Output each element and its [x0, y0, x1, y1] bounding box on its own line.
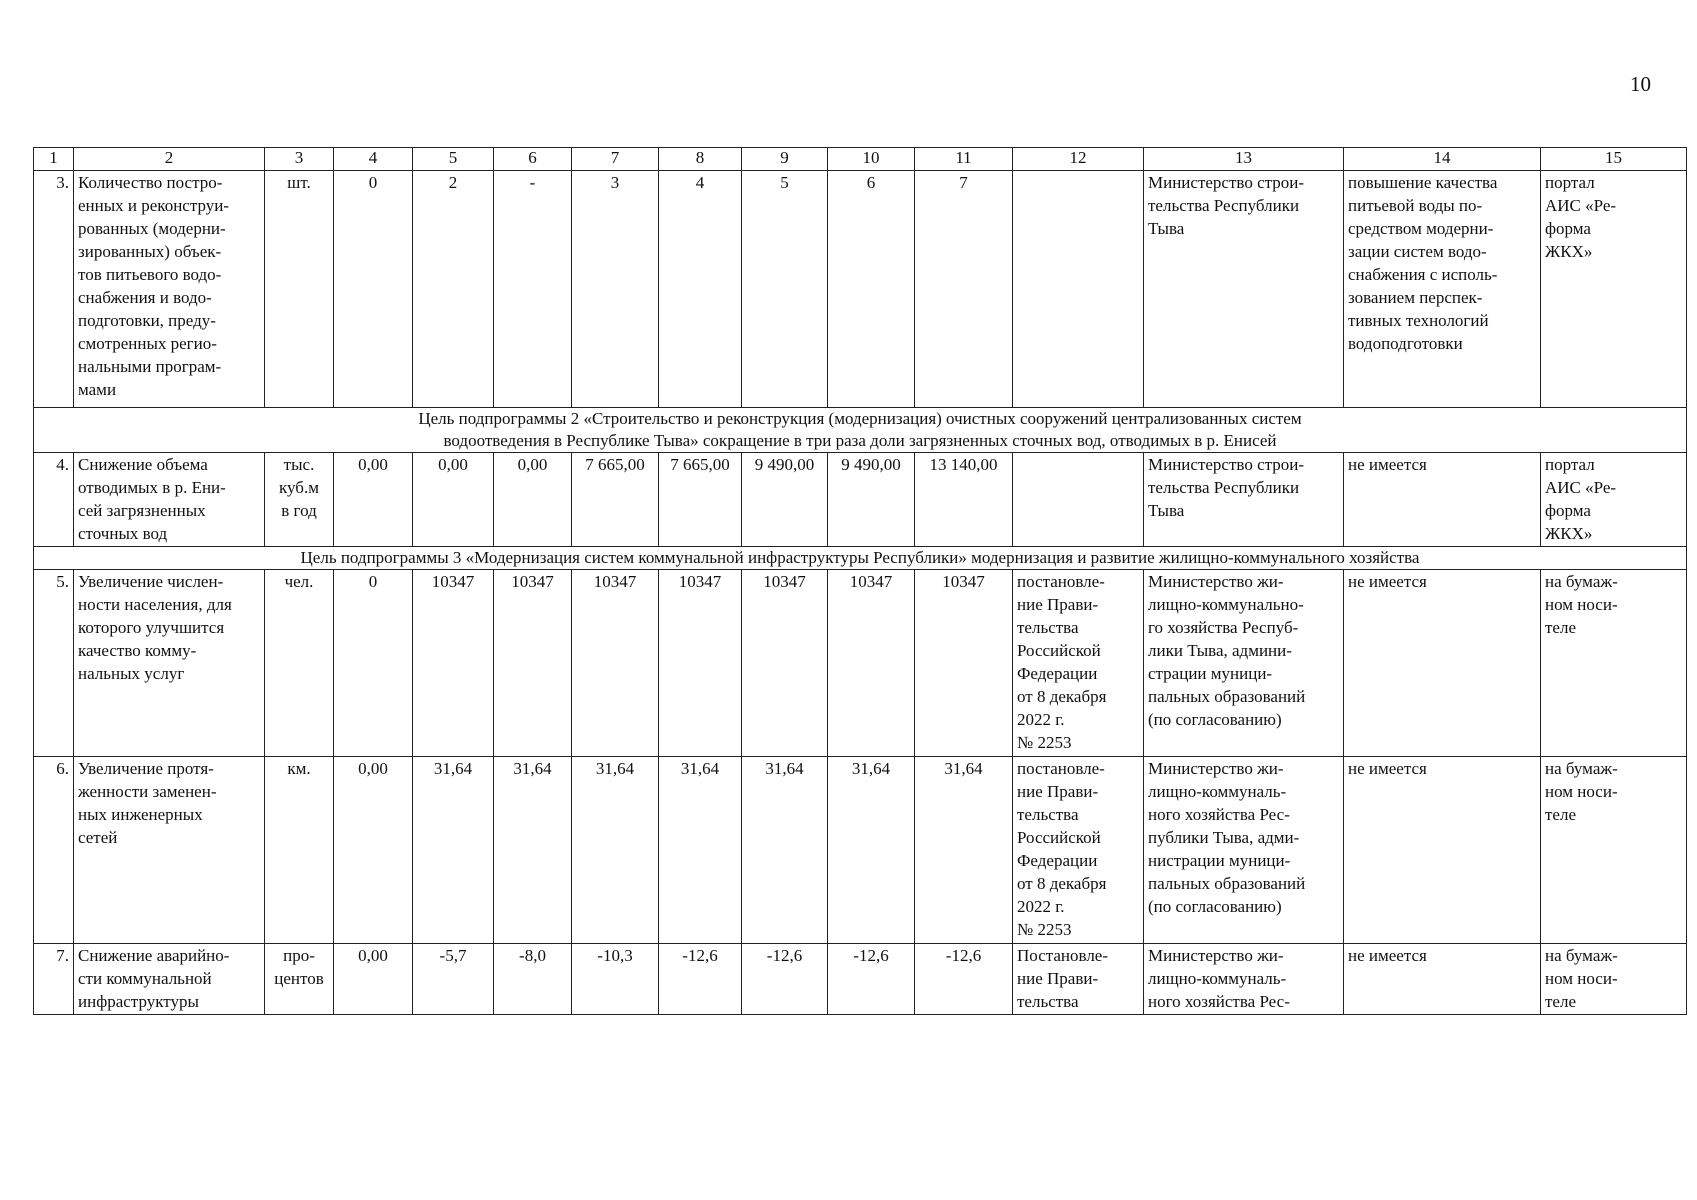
source-cell: портал АИС «Ре- форма ЖКХ»	[1541, 453, 1687, 547]
column-number: 1	[34, 148, 74, 171]
indicator-name: Количество постро- енных и реконструи- рованных (модерни- зированных) объек- тов питьевого водо- снабжения и водо- подготовки, преду- смотренных регио- нальными програм- мами	[74, 171, 265, 408]
row-number: 3.	[34, 171, 74, 408]
value-cell: 0,00	[494, 453, 572, 547]
goal-row	[34, 408, 1687, 453]
goal-row	[34, 547, 1687, 570]
column-number-row	[34, 148, 1687, 171]
value-cell: -5,7	[413, 944, 494, 1015]
value-cell: 10347	[413, 570, 494, 757]
column-number: 5	[413, 148, 494, 171]
value-cell: -12,6	[659, 944, 742, 1015]
table-row	[34, 453, 1687, 547]
basis-cell	[1013, 453, 1144, 547]
column-number: 3	[265, 148, 334, 171]
value-cell: 0,00	[334, 944, 413, 1015]
value-cell: 31,64	[572, 757, 659, 944]
value-cell: 31,64	[828, 757, 915, 944]
value-cell: 31,64	[494, 757, 572, 944]
column-number: 4	[334, 148, 413, 171]
responsible-cell: Министерство жи- лищно-коммунально- го хозяйства Респуб- лики Тыва, админи- страции муници- пальных образований (по согласованию)	[1144, 570, 1344, 757]
column-number: 9	[742, 148, 828, 171]
unit: шт.	[265, 171, 334, 408]
column-number: 6	[494, 148, 572, 171]
source-cell: на бумаж- ном носи- теле	[1541, 570, 1687, 757]
unit: чел.	[265, 570, 334, 757]
value-cell: 0	[334, 171, 413, 408]
value-cell: 10347	[494, 570, 572, 757]
value-cell: 9 490,00	[742, 453, 828, 547]
responsible-cell: Министерство жи- лищно-коммуналь- ного хозяйства Рес- публики Тыва, адми- нистрации муници- пальных образований (по согласованию)	[1144, 757, 1344, 944]
value-cell: 7 665,00	[659, 453, 742, 547]
unit: про- центов	[265, 944, 334, 1015]
source-cell: портал АИС «Ре- форма ЖКХ»	[1541, 171, 1687, 408]
column-number: 12	[1013, 148, 1144, 171]
result-cell: не имеется	[1344, 944, 1541, 1015]
indicators-table	[33, 147, 1687, 1015]
value-cell: 5	[742, 171, 828, 408]
column-number: 15	[1541, 148, 1687, 171]
source-cell: на бумаж- ном носи- теле	[1541, 944, 1687, 1015]
table-row	[34, 757, 1687, 944]
basis-cell: постановле- ние Прави- тельства Российской Федерации от 8 декабря 2022 г. № 2253	[1013, 757, 1144, 944]
table-row	[34, 171, 1687, 408]
row-number: 4.	[34, 453, 74, 547]
table-row	[34, 944, 1687, 1015]
responsible-cell: Министерство строи- тельства Республики Тыва	[1144, 171, 1344, 408]
value-cell: 7 665,00	[572, 453, 659, 547]
value-cell: 6	[828, 171, 915, 408]
value-cell: 2	[413, 171, 494, 408]
responsible-cell: Министерство жи- лищно-коммуналь- ного хозяйства Рес-	[1144, 944, 1344, 1015]
value-cell: -	[494, 171, 572, 408]
value-cell: 7	[915, 171, 1013, 408]
indicator-name: Снижение объема отводимых в р. Ени- сей загрязненных сточных вод	[74, 453, 265, 547]
column-number: 2	[74, 148, 265, 171]
column-number: 8	[659, 148, 742, 171]
indicator-name: Увеличение протя- женности заменен- ных инженерных сетей	[74, 757, 265, 944]
unit: тыс. куб.м в год	[265, 453, 334, 547]
value-cell: 9 490,00	[828, 453, 915, 547]
value-cell: 31,64	[915, 757, 1013, 944]
value-cell: 10347	[828, 570, 915, 757]
unit: км.	[265, 757, 334, 944]
column-number: 13	[1144, 148, 1344, 171]
value-cell: 31,64	[659, 757, 742, 944]
value-cell: 13 140,00	[915, 453, 1013, 547]
value-cell: 10347	[915, 570, 1013, 757]
responsible-cell: Министерство строи- тельства Республики Тыва	[1144, 453, 1344, 547]
row-number: 7.	[34, 944, 74, 1015]
value-cell: -12,6	[742, 944, 828, 1015]
basis-cell: Постановле- ние Прави- тельства	[1013, 944, 1144, 1015]
result-cell: не имеется	[1344, 570, 1541, 757]
source-cell: на бумаж- ном носи- теле	[1541, 757, 1687, 944]
value-cell: -12,6	[915, 944, 1013, 1015]
basis-cell	[1013, 171, 1144, 408]
value-cell: 10347	[659, 570, 742, 757]
subprogram-goal: Цель подпрограммы 2 «Строительство и реконструкция (модернизация) очистных сооружений централизованных систем водоотведения в Республике Тыва» сокращение в три раза доли загрязненных сточных вод, отводимых в р. Енисей	[34, 408, 1687, 453]
result-cell: повышение качества питьевой воды по- средством модерни- зации систем водо- снабжения с исполь- зованием перспек- тивных технологий водоподготовки	[1344, 171, 1541, 408]
result-cell: не имеется	[1344, 453, 1541, 547]
subprogram-goal: Цель подпрограммы 3 «Модернизация систем коммунальной инфраструктуры Республики» модернизация и развитие жилищно-коммунального хозяйства	[34, 547, 1687, 570]
value-cell: 0,00	[334, 453, 413, 547]
value-cell: 10347	[742, 570, 828, 757]
value-cell: 0,00	[413, 453, 494, 547]
table-row	[34, 570, 1687, 757]
value-cell: -8,0	[494, 944, 572, 1015]
page-number: 10	[1630, 72, 1651, 96]
row-number: 5.	[34, 570, 74, 757]
value-cell: 10347	[572, 570, 659, 757]
result-cell: не имеется	[1344, 757, 1541, 944]
value-cell: 3	[572, 171, 659, 408]
indicator-name: Снижение аварийно- сти коммунальной инфраструктуры	[74, 944, 265, 1015]
value-cell: 31,64	[742, 757, 828, 944]
value-cell: -10,3	[572, 944, 659, 1015]
column-number: 10	[828, 148, 915, 171]
value-cell: 0,00	[334, 757, 413, 944]
column-number: 14	[1344, 148, 1541, 171]
value-cell: 0	[334, 570, 413, 757]
row-number: 6.	[34, 757, 74, 944]
value-cell: -12,6	[828, 944, 915, 1015]
value-cell: 4	[659, 171, 742, 408]
column-number: 11	[915, 148, 1013, 171]
column-number: 7	[572, 148, 659, 171]
value-cell: 31,64	[413, 757, 494, 944]
basis-cell: постановле- ние Прави- тельства Российской Федерации от 8 декабря 2022 г. № 2253	[1013, 570, 1144, 757]
indicator-name: Увеличение числен- ности населения, для которого улучшится качество комму- нальных услуг	[74, 570, 265, 757]
